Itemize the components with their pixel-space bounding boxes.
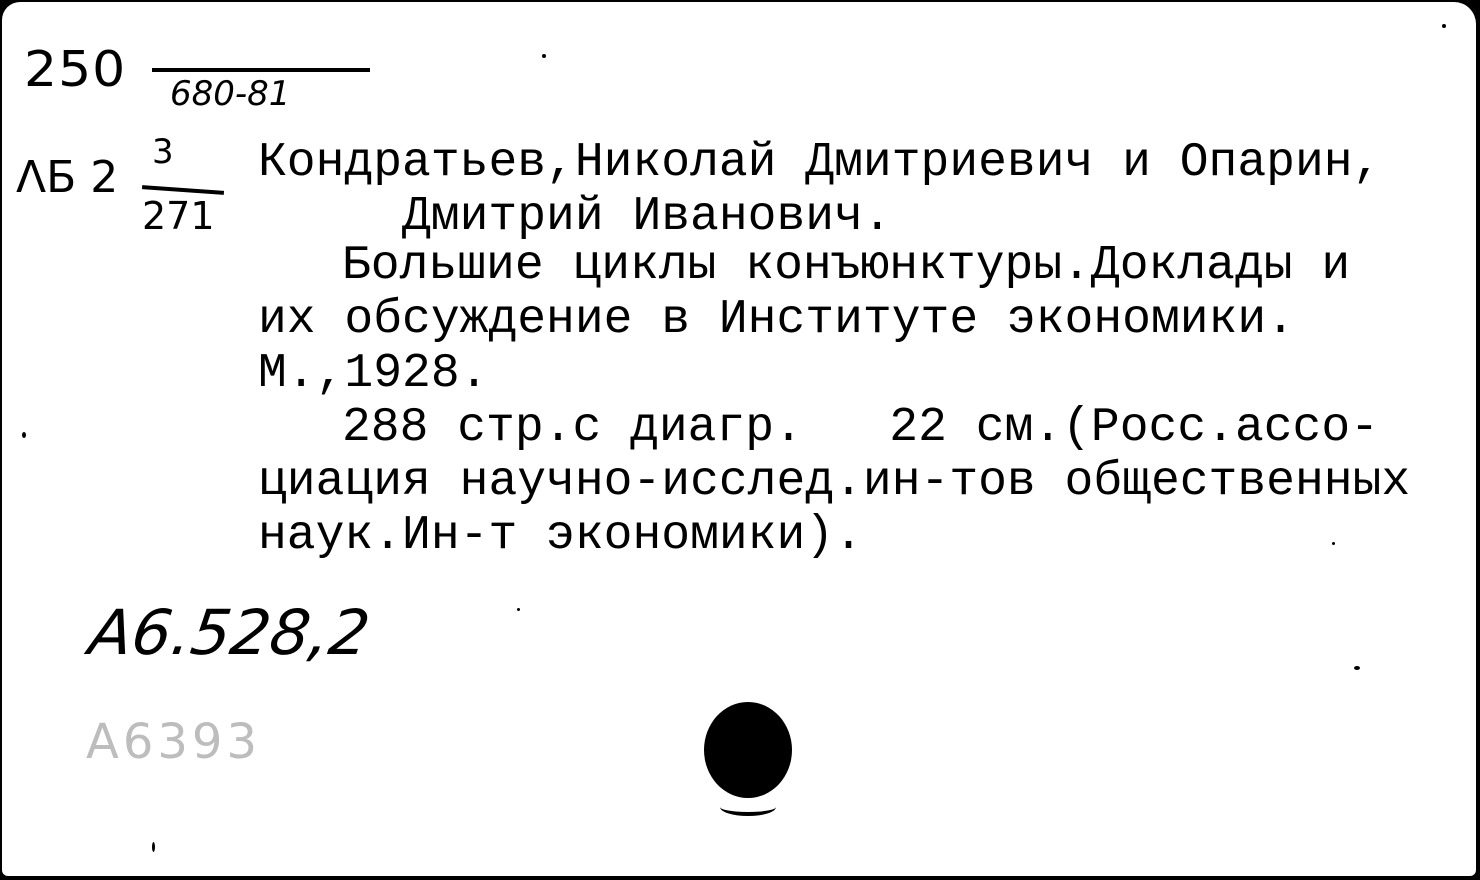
author-line: Кондратьев,Николай Дмитриевич и Опарин, bbox=[258, 136, 1382, 190]
shelf-mark-top: 250 bbox=[24, 41, 127, 99]
dust-speck bbox=[1354, 666, 1360, 670]
shelf-mark-sub: 680-81 bbox=[170, 74, 291, 114]
title-line-1: Большие циклы конъюнктуры.Доклады и bbox=[342, 239, 1351, 293]
classification-numerator: 3 bbox=[152, 132, 174, 172]
classification-prefix: ΛБ 2 bbox=[16, 152, 119, 203]
shelf-mark-underline bbox=[152, 68, 370, 72]
dust-speck bbox=[1332, 542, 1335, 545]
collation-line-2: циация научно-исслед.ин-тов общественных bbox=[258, 455, 1411, 509]
punch-hole bbox=[704, 702, 792, 798]
dust-speck bbox=[517, 608, 520, 611]
collation-line-1: 288 стр.с диагр. 22 см.(Росс.ассо- bbox=[342, 401, 1379, 455]
inventory-number: A6.528,2 bbox=[84, 596, 375, 669]
coauthor-line: Дмитрий Иванович. bbox=[402, 190, 892, 244]
classification-denominator: 271 bbox=[142, 194, 215, 238]
catalog-card bbox=[2, 2, 1476, 876]
collation-line-3: наук.Ин-т экономики). bbox=[258, 509, 863, 563]
dust-speck bbox=[152, 842, 155, 852]
dust-speck bbox=[1442, 24, 1446, 28]
imprint-line: М.,1928. bbox=[258, 347, 489, 401]
punch-hole-shadow bbox=[720, 798, 776, 816]
dust-speck bbox=[542, 54, 546, 58]
title-line-2: их обсуждение в Институте экономики. bbox=[258, 293, 1295, 347]
faded-stamp: A6393 bbox=[86, 714, 261, 770]
dust-speck bbox=[22, 432, 26, 438]
